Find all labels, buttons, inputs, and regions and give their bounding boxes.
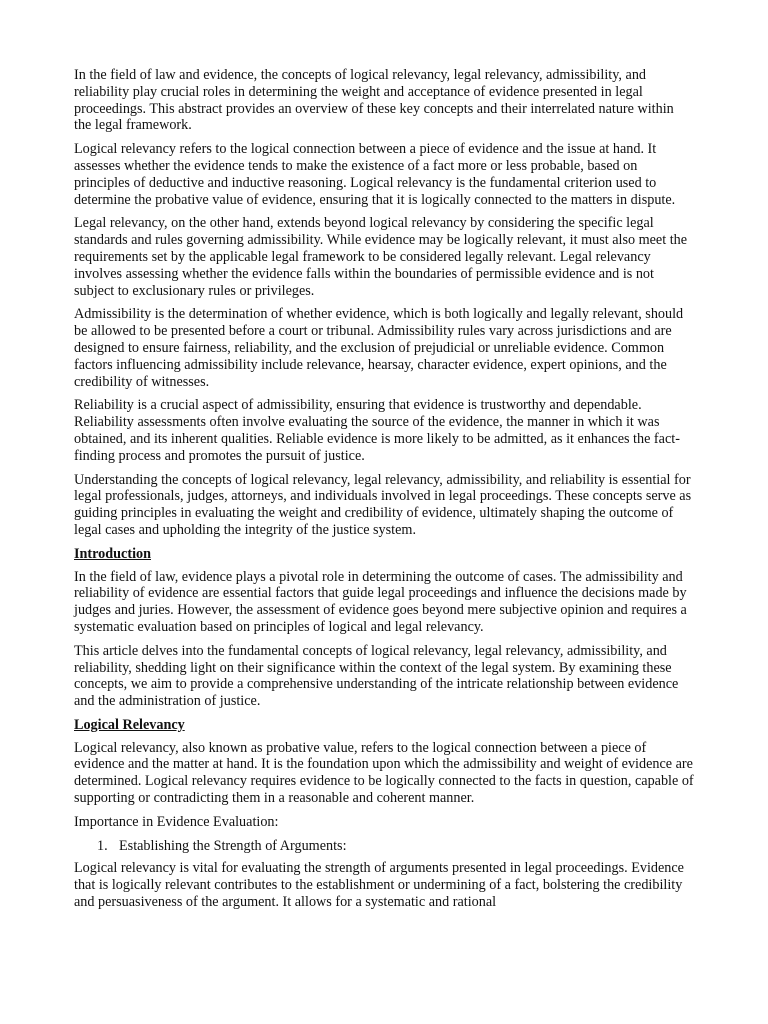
abstract-paragraph-4: Admissibility is the determination of whether evidence, which is both logically and legally relevant, should be allowed to be presented before a court or tribunal. Admissibility rules vary across jurisdictions and are designed to ensure fairness, reliability, and the exclusion of prejudicial or unreliable evidence. Common factors influencing admissibility include relevance, hearsay, character evidence, expert opinions, and the credibility of witnesses. [74,306,684,390]
abstract-paragraph-1: In the field of law and evidence, the concepts of logical relevancy, legal relevancy, admissibility, and reliability play crucial roles in determining the weight and acceptance of evidence presented in legal proceedings. This abstract provides an overview of these key concepts and their interrelated nature within the legal framework. [74,67,674,134]
logical-relevancy-paragraph: Logical relevancy, also known as probative value, refers to the logical connection between a piece of evidence and the matter at hand. It is the foundation upon which the admissibility and weight of evidence are determined. Logical relevancy requires evidence to be logically connected to the facts in question, capable of supporting or contradicting them in a reasonable and coherent manner. [74,739,694,807]
abstract-paragraph-3: Legal relevancy, on the other hand, extends beyond logical relevancy by considering the specific legal standards and rules governing admissibility. While evidence may be logically relevant, it must also meet the requirements set by the applicable legal framework to be considered legally relevant. Legal relevancy involves assessing whether the evidence falls within the boundaries of permissible evidence and is not subject to exclusionary rules or privileges. [74,215,688,299]
logical-relevancy-heading: Logical Relevancy [74,716,185,733]
closing-paragraph: Logical relevancy is vital for evaluating the strength of arguments presented in legal proceedings. Evidence that is logically relevant contributes to the establishment or undermining of a fact, bolstering the credibility and persuasiveness of the argument. It allows for a systematic and rational [74,860,684,911]
introduction-paragraph-2: This article delves into the fundamental concepts of logical relevancy, legal relevancy, admissibility, and reliability, shedding light on their significance within the context of the legal system. By examining these concepts, we aim to provide a comprehensive understanding of the intricate relationship between evidence and the administration of justice. [74,642,679,710]
introduction-paragraph-1: In the field of law, evidence plays a pivotal role in determining the outcome of cases. The admissibility and reliability of evidence are essential factors that guide legal proceedings and influence the decisions made by judges and juries. However, the assessment of evidence goes beyond mere subjective opinion and requires a systematic evaluation based on principles of logical and legal relevancy. [74,568,687,635]
abstract-paragraph-2: Logical relevancy refers to the logical connection between a piece of evidence and the issue at hand. It assesses whether the evidence tends to make the existence of a fact more or less probable, based on principles of deductive and inductive reasoning. Logical relevancy is the fundamental criterion used to determine the probative value of evidence, ensuring that it is logically connected to the matters in dispute. [74,141,676,208]
abstract-paragraph-6: Understanding the concepts of logical relevancy, legal relevancy, admissibility, and reliability is essential for legal professionals, judges, attorneys, and individuals involved in legal proceedings. These concepts serve as guiding principles in evaluating the weight and credibility of evidence, ultimately shaping the outcome of legal cases and upholding the integrity of the justice system. [74,471,692,538]
evaluation-subheading: Importance in Evidence Evaluation: [74,813,279,830]
list-item-text: Establishing the Strength of Arguments: [119,837,347,854]
list-item [74,838,694,855]
abstract-paragraph-5: Reliability is a crucial aspect of admissibility, ensuring that evidence is trustworthy and dependable. Reliability assessments often involve evaluating the source of the evidence, the manner in which it was obtained, and its inherent qualities. Reliable evidence is more likely to be admitted, as it enhances the fact-finding process and promotes the pursuit of justice. [74,397,680,464]
evaluation-list [74,838,694,855]
introduction-heading: Introduction [74,545,151,562]
list-item-number: 1. [97,837,108,854]
